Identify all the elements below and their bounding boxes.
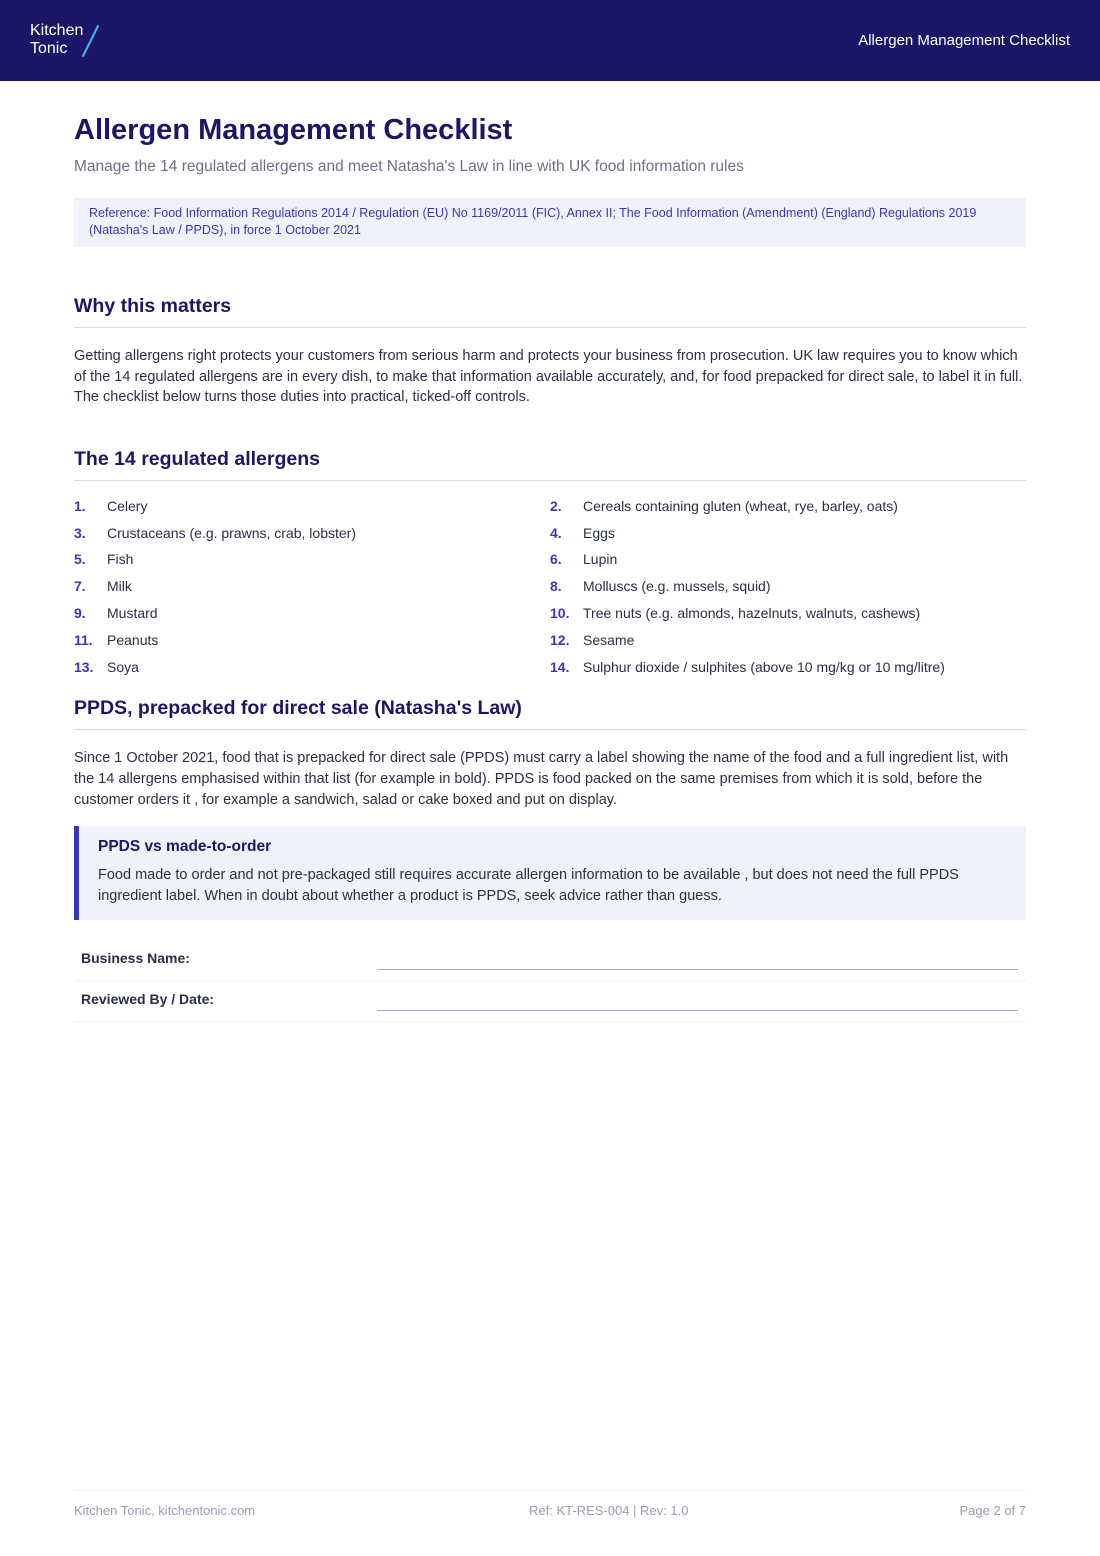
allergen-item <box>74 549 550 576</box>
allergen-name: Peanuts <box>107 631 159 648</box>
ppds-paragraph: Since 1 October 2021, food that is prepacked for direct sale (PPDS) must carry a label showing the name of the food and a full ingredient list, with the 14 allergens emphasised within that list (for example in bold). PPDS is food packed on the same premises from which it is sold, before the customer orders it , for example a sandwich, salad or cake boxed and put on display. <box>74 750 1009 808</box>
allergen-number: 5. <box>74 551 86 568</box>
logo <box>30 22 83 58</box>
allergen-item <box>550 523 1026 550</box>
allergen-number: 10. <box>550 604 570 621</box>
allergen-number: 6. <box>550 551 562 568</box>
allergen-name: Crustaceans (e.g. prawns, crab, lobster) <box>107 524 356 541</box>
allergen-item <box>550 657 1026 684</box>
page-footer <box>74 1502 1026 1520</box>
business-name-label: Business Name: <box>81 950 190 967</box>
allergen-name: Sesame <box>583 631 635 648</box>
allergen-number: 13. <box>74 658 94 675</box>
section-why <box>74 293 1026 408</box>
reviewed-by-label: Reviewed By / Date: <box>81 991 215 1008</box>
signoff-form <box>74 940 1026 1022</box>
allergen-item <box>74 657 550 684</box>
allergen-number: 2. <box>550 497 562 514</box>
page-title: Allergen Management Checklist <box>74 114 513 146</box>
allergen-number: 14. <box>550 658 570 675</box>
allergen-item <box>550 549 1026 576</box>
allergen-list <box>74 496 1026 684</box>
header-title: Allergen Management Checklist <box>858 32 1070 49</box>
allergen-item <box>550 630 1026 657</box>
why-paragraph: Getting allergens right protects your customers from serious harm and protects your business from prosecution. UK law requires you to know which of the 14 regulated allergens are in every dish, to make that information available accurately, and, for food prepacked for direct sale, to label it in full. The checklist below turns those duties into practical, ticked-off controls. <box>74 348 1023 406</box>
footer-page-number: Page 2 of 7 <box>959 1503 1026 1518</box>
callout-box <box>74 826 1026 920</box>
allergen-number: 8. <box>550 578 562 595</box>
allergen-item <box>550 603 1026 630</box>
allergen-name: Sulphur dioxide / sulphites (above 10 mg/kg or 10 mg/litre) <box>583 658 945 675</box>
allergen-item <box>74 496 550 523</box>
page-subtitle: Manage the 14 regulated allergens and meet Natasha's Law in line with UK food information rules <box>74 158 744 175</box>
section-heading-allergens: The 14 regulated allergens <box>74 446 1026 481</box>
allergen-name: Lupin <box>583 551 618 568</box>
footer-company: Kitchen Tonic, kitchentonic.com <box>74 1503 256 1518</box>
allergen-name: Mustard <box>107 604 158 621</box>
logo-text-line1: Kitchen <box>30 22 84 39</box>
allergen-item <box>550 496 1026 523</box>
business-name-field[interactable] <box>377 969 1018 970</box>
footer-reference: Ref: KT-RES-004 | Rev: 1.0 <box>529 1503 689 1518</box>
allergen-name: Molluscs (e.g. mussels, squid) <box>583 578 771 595</box>
section-allergens <box>74 446 1026 684</box>
allergen-number: 9. <box>74 604 86 621</box>
footer-divider <box>74 1490 1026 1491</box>
section-heading-why: Why this matters <box>74 293 1026 328</box>
allergen-number: 1. <box>74 497 86 514</box>
reference-box: Reference: Food Information Regulations 2014 / Regulation (EU) No 1169/2011 (FIC), Annex II; The Food Information (Amendment) (England) Regulations 2019 (Natasha's Law / PPDS), in force 1 October 2021 <box>74 198 1026 247</box>
callout-title: PPDS vs made-to-order <box>98 838 272 856</box>
page-header <box>0 0 1100 81</box>
allergen-name: Cereals containing gluten (wheat, rye, barley, oats) <box>583 497 898 514</box>
allergen-name: Milk <box>107 578 132 595</box>
main-content <box>74 110 1026 1022</box>
logo-slash-icon <box>80 24 100 58</box>
form-row-business-name <box>74 940 1026 981</box>
allergen-name: Eggs <box>583 524 615 541</box>
allergen-item <box>550 576 1026 603</box>
allergen-number: 12. <box>550 631 570 648</box>
reviewed-by-field[interactable] <box>377 1010 1018 1011</box>
allergen-name: Soya <box>107 658 139 675</box>
section-heading-ppds: PPDS, prepacked for direct sale (Natasha's Law) <box>74 695 1026 730</box>
allergen-number: 3. <box>74 524 86 541</box>
allergen-name: Celery <box>107 497 148 514</box>
allergen-item <box>74 603 550 630</box>
allergen-name: Tree nuts (e.g. almonds, hazelnuts, walnuts, cashews) <box>583 604 921 621</box>
section-ppds <box>74 695 1026 920</box>
allergen-item <box>74 523 550 550</box>
allergen-item <box>74 576 550 603</box>
allergen-number: 4. <box>550 524 562 541</box>
logo-text-line2: Tonic <box>30 40 68 57</box>
form-row-reviewed-by <box>74 981 1026 1022</box>
allergen-number: 11. <box>74 631 93 648</box>
callout-text: Food made to order and not pre-packaged still requires accurate allergen information to be available , but does not need the full PPDS ingredient label. When in doubt about whether a product is PPDS, seek advice rather than guess. <box>98 867 959 904</box>
allergen-name: Fish <box>107 551 134 568</box>
allergen-number: 7. <box>74 578 86 595</box>
allergen-item <box>74 630 550 657</box>
